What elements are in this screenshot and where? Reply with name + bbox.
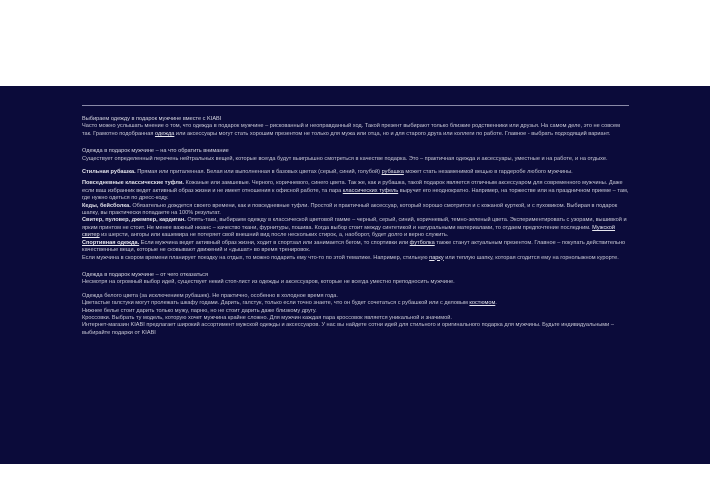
shoes-text-a: Кожаные или замшевые. Черного, коричневого, синего цвета. Так же, как и рубашка, такой подарок является отличным аксессуаром для современного мужчины. Даже если ваш избранник ведет активный образ жизни и не имеет отношения к офисной работе, та пара bbox=[82, 180, 623, 194]
suit-link[interactable]: костюмом bbox=[469, 300, 496, 307]
clothing-link[interactable]: одежда bbox=[154, 130, 175, 137]
intro-heading: Выбираем одежду в подарок мужчине вместе с KIABI bbox=[82, 116, 222, 122]
avoid-heading: Одежда в подарок мужчине – от чего отказаться bbox=[82, 271, 208, 278]
cap-title: Кеды, бейсболка. bbox=[82, 202, 131, 209]
sportswear-link[interactable]: Спортивная одежда. bbox=[82, 239, 140, 246]
list-item: Кроссовки. Выбрать ту модель, которую хочет мужчина крайне сложно. Для мужчин каждая пара кроссовок является уникальной и значимой. bbox=[82, 314, 452, 321]
sport-item bbox=[82, 240, 630, 255]
sweater-text-c: из шерсти, ангоры или кашемира не потеряет свой внешний вид после нескольких стирок, а, наоборот, будет долго и верно служить. bbox=[99, 232, 449, 239]
sport-text-c: также станут актуальным презентом. Главное – покупать действительно качественные вещи, которые не сковывают движений и «дышат» во время тренировок. bbox=[82, 239, 626, 254]
attention-paragraph: Существует определенный перечень нейтральных вещей, которые всегда будут выигрышно смотреться в качестве подарка. Это – практичная одежда и аксессуары, уместные и на работе, и на отдыхе. bbox=[82, 155, 608, 162]
list-item bbox=[82, 300, 630, 307]
closing-paragraph: Интернет-магазин KIABI предлагает широкий ассортимент мужской одежды и аксессуаров. У нас вы найдете сотни идей для стильного и оригинального подарка для мужчины. Будьте индивидуальными – выбирайте подарки от KIABI bbox=[82, 322, 614, 336]
shirt-text-c: может стать незаменимой вещью в гардеробе любого мужчины. bbox=[403, 169, 573, 176]
list-item: Одежда белого цвета (за исключением рубашек). Не практично, особенно в холодное время года. bbox=[82, 292, 338, 299]
shirt-item bbox=[82, 169, 630, 176]
shirt-text-a: Прямая или приталенная. Белая или выполненная в базовых цветах (серый, синий, голубой) bbox=[135, 169, 382, 176]
cap-text: Обязательно дождется своего времени, как и повседневные туфли. Простой и практичный аксессуар, который хорошо смотрится и с кожаной курткой, и с пуховиком. Выбирая в подарок шапку, вы практически попадаете на 100% результат. bbox=[82, 202, 618, 217]
shoes-title: Повседневные классические туфли. bbox=[82, 180, 184, 187]
winter-text-c: или теплую шапку, которая сгодится ему на горнолыжном курорте. bbox=[443, 254, 619, 261]
list-item: Нижнее белье стоит дарить только мужу, парню, но не стоит дарить даже близкому другу. bbox=[82, 307, 317, 314]
intro-text-b: или аксессуары могут стать хорошим презентом не только для мужа или отца, но и для старого друга или коллеги по работе. Главное - выбрать подходящий вариант. bbox=[174, 130, 611, 137]
shoes-text-c: выручит его неоднократно. Например, на торжестве или на праздничном приеме – там, где нужно одеться по дресс-коду. bbox=[82, 187, 629, 202]
shirt-title: Стильная рубашка. bbox=[82, 169, 136, 176]
winter-text-a: Если мужчина в скором времени планирует поездку на отдых, то можно подарить ему что-то по этой тематике. Например, стильную bbox=[82, 254, 430, 261]
sport-text-a: Если мужчина ведет активный образ жизни, ходит в спортзал или занимается бегом, то спортивки или bbox=[139, 239, 410, 246]
attention-heading: Одежда в подарок мужчине – на что обратить внимание bbox=[82, 148, 229, 155]
shoes-item bbox=[82, 180, 630, 202]
divider bbox=[82, 105, 629, 106]
mens-sweater-link[interactable]: Мужской свитер bbox=[82, 224, 616, 239]
intro-text-a: Часто можно услышать мнение о том, что одежда в подарок мужчине – рискованный и неоправданный ход. Такой презент выбирают только близкие родственники или друзья. На самом деле, это не совсем так. Грамотно подобранная bbox=[82, 123, 620, 137]
shirt-link[interactable]: рубашка bbox=[381, 169, 404, 176]
tie-text-c: . bbox=[495, 300, 497, 307]
sweater-text-a: Опять-таки, выбираем одежду в классической цветовой гамме – черный, серый, синий, коричневый, темно-зеленый цвета. Экспериментировать с узорами, вышивкой и ярким принтом не стоит. Не менее важный нюанс – качество ткани, фурнитуры, пошива. Когда выбор стоит между синтетикой и натуральными материалами, то отдаем предпочтение последним. bbox=[82, 217, 627, 231]
parka-link[interactable]: парку bbox=[429, 254, 444, 261]
content-panel bbox=[0, 86, 710, 464]
avoid-paragraph: Несмотря на огромный выбор идей, существует некий стоп-лист из одежды и аксессуаров, которые не всегда уместно преподносить мужчине. bbox=[82, 279, 455, 286]
intro-paragraph bbox=[82, 123, 630, 138]
classic-shoes-link[interactable]: классических туфель bbox=[342, 187, 399, 194]
winter-item bbox=[82, 255, 630, 262]
tie-text-a: Цветастые галстуки могут пролежать шкафу годами. Дарить, галстук, только если точно знаете, что он будет сочетаться с рубашкой или с деловым bbox=[82, 300, 470, 307]
top-whitespace bbox=[0, 0, 720, 86]
cap-item bbox=[82, 203, 630, 218]
tshirt-link[interactable]: футболка bbox=[409, 239, 435, 246]
sweater-title: Свитер, пуловер, джемпер, кардиган. bbox=[82, 217, 186, 224]
sweater-item bbox=[82, 217, 630, 239]
